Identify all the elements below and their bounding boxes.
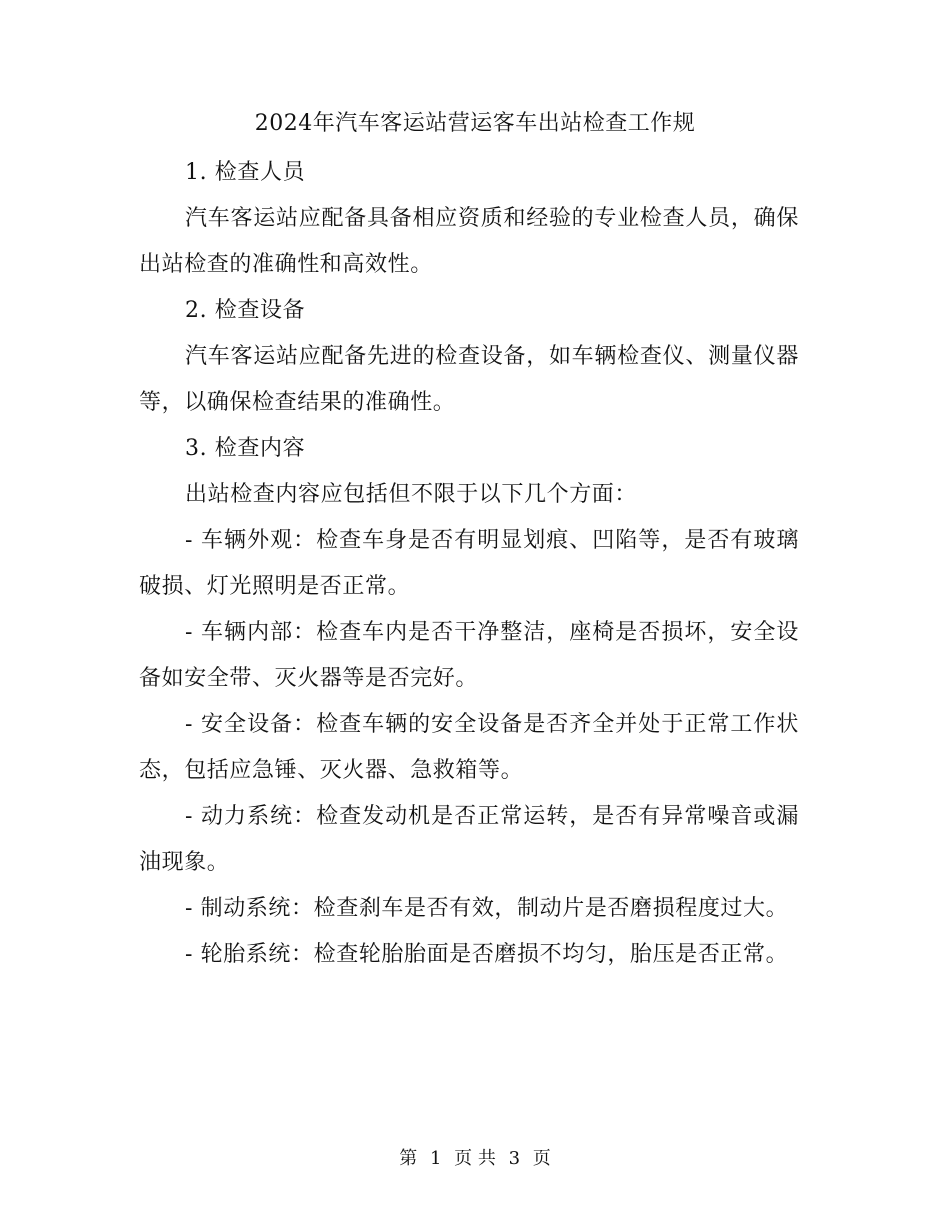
list-item-interior: - 车辆内部：检查车内是否干净整洁，座椅是否损坏，安全设备如安全带、灭火器等是否完好。 <box>139 620 799 691</box>
list-item-power-system: - 动力系统：检查发动机是否正常运转，是否有异常噪音或漏油现象。 <box>139 804 799 875</box>
footer-mid: 页 共 <box>454 1148 496 1169</box>
page-footer <box>0 1144 950 1174</box>
list-item-safety-equipment: - 安全设备：检查车辆的安全设备是否齐全并处于正常工作状态，包括应急锤、灭火器、急救箱等。 <box>139 712 799 783</box>
footer-total-pages: 3 <box>508 1148 521 1169</box>
paragraph-content-intro: 出站检查内容应包括但不限于以下几个方面： <box>185 482 638 507</box>
section-heading-inspectors: 1. 检查人员 <box>185 160 306 185</box>
paragraph-inspectors: 汽车客运站应配备具备相应资质和经验的专业检查人员，确保出站检查的准确性和高效性。 <box>139 206 799 277</box>
document-body <box>139 150 799 978</box>
list-item-exterior: - 车辆外观：检查车身是否有明显划痕、凹陷等，是否有玻璃破损、灯光照明是否正常。 <box>139 528 799 599</box>
list-item-brake-system: - 制动系统：检查刹车是否有效，制动片是否磨损程度过大。 <box>185 896 789 921</box>
paragraph-equipment: 汽车客运站应配备先进的检查设备，如车辆检查仪、测量仪器等，以确保检查结果的准确性。 <box>139 344 799 415</box>
section-heading-content: 3. 检查内容 <box>185 436 306 461</box>
section-heading-equipment: 2. 检查设备 <box>185 298 306 323</box>
document-title: 2024年汽车客运站营运客车出站检查工作规 <box>254 111 696 136</box>
footer-page-number: 1 <box>429 1148 442 1169</box>
list-item-tire-system: - 轮胎系统：检查轮胎胎面是否磨损不均匀，胎压是否正常。 <box>185 942 789 967</box>
footer-suffix: 页 <box>532 1148 551 1169</box>
footer-prefix: 第 <box>399 1148 418 1169</box>
